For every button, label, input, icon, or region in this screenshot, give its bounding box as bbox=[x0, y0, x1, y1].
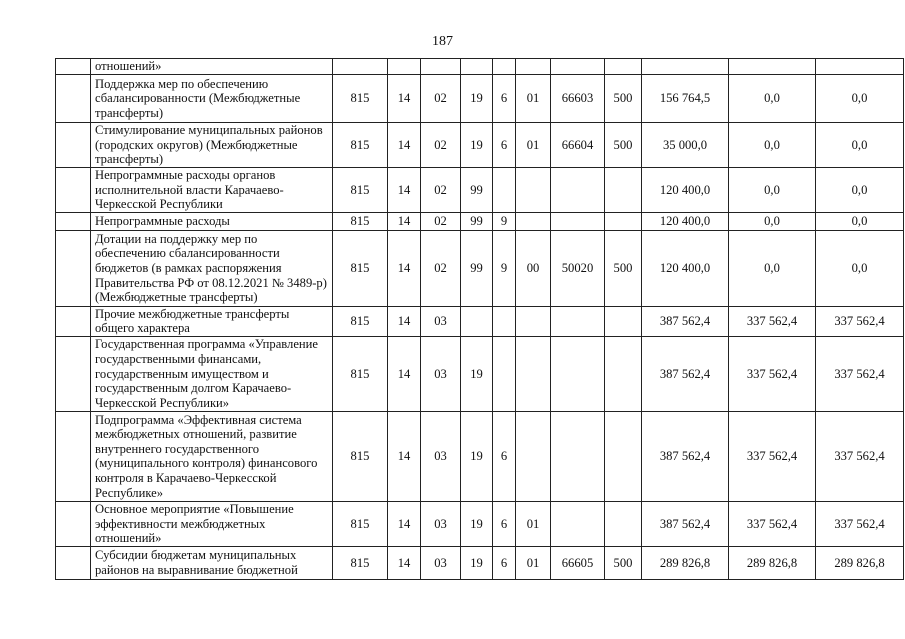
amount-cell: 120 400,0 bbox=[642, 212, 729, 230]
code-cell: 14 bbox=[388, 336, 421, 411]
code-cell: 02 bbox=[421, 230, 461, 306]
code-cell bbox=[516, 212, 551, 230]
page-number: 187 bbox=[432, 34, 453, 49]
amount-cell: 337 562,4 bbox=[816, 306, 904, 336]
code-cell: 14 bbox=[388, 168, 421, 213]
row-number-cell bbox=[56, 411, 91, 501]
code-cell: 03 bbox=[421, 336, 461, 411]
code-cell: 02 bbox=[421, 168, 461, 213]
code-cell: 815 bbox=[333, 230, 388, 306]
amount-cell: 0,0 bbox=[816, 230, 904, 306]
code-cell: 01 bbox=[516, 546, 551, 579]
amount-cell: 35 000,0 bbox=[642, 123, 729, 168]
amount-cell: 0,0 bbox=[729, 230, 816, 306]
code-cell: 9 bbox=[493, 212, 516, 230]
code-cell: 99 bbox=[461, 168, 493, 213]
code-cell bbox=[493, 59, 516, 75]
code-cell: 00 bbox=[516, 230, 551, 306]
code-cell: 500 bbox=[605, 546, 642, 579]
code-cell: 14 bbox=[388, 75, 421, 123]
amount-cell: 0,0 bbox=[816, 123, 904, 168]
code-cell: 6 bbox=[493, 546, 516, 579]
code-cell: 03 bbox=[421, 306, 461, 336]
budget-table bbox=[55, 58, 904, 580]
code-cell bbox=[605, 59, 642, 75]
amount-cell: 387 562,4 bbox=[642, 411, 729, 501]
code-cell bbox=[421, 59, 461, 75]
description-cell: Основное мероприятие «Повышение эффективности межбюджетных отношений» bbox=[91, 501, 333, 546]
code-cell: 815 bbox=[333, 306, 388, 336]
code-cell: 9 bbox=[493, 230, 516, 306]
amount-cell: 0,0 bbox=[816, 212, 904, 230]
amount-cell: 337 562,4 bbox=[816, 336, 904, 411]
code-cell: 19 bbox=[461, 546, 493, 579]
code-cell: 19 bbox=[461, 411, 493, 501]
code-cell: 815 bbox=[333, 123, 388, 168]
code-cell: 19 bbox=[461, 336, 493, 411]
table-row bbox=[56, 59, 904, 75]
code-cell: 6 bbox=[493, 411, 516, 501]
code-cell: 815 bbox=[333, 411, 388, 501]
code-cell: 815 bbox=[333, 546, 388, 579]
code-cell bbox=[493, 336, 516, 411]
amount-cell: 387 562,4 bbox=[642, 501, 729, 546]
code-cell bbox=[605, 336, 642, 411]
code-cell: 815 bbox=[333, 501, 388, 546]
code-cell bbox=[461, 306, 493, 336]
row-number-cell bbox=[56, 336, 91, 411]
code-cell: 01 bbox=[516, 501, 551, 546]
code-cell bbox=[516, 411, 551, 501]
row-number-cell bbox=[56, 59, 91, 75]
code-cell bbox=[493, 306, 516, 336]
code-cell bbox=[333, 59, 388, 75]
description-cell: Субсидии бюджетам муниципальных районов на выравнивание бюджетной bbox=[91, 546, 333, 579]
code-cell bbox=[388, 59, 421, 75]
table-row bbox=[56, 336, 904, 411]
amount-cell bbox=[729, 59, 816, 75]
row-number-cell bbox=[56, 546, 91, 579]
description-cell: Прочие межбюджетные трансферты общего характера bbox=[91, 306, 333, 336]
code-cell bbox=[605, 306, 642, 336]
row-number-cell bbox=[56, 230, 91, 306]
amount-cell: 337 562,4 bbox=[729, 411, 816, 501]
code-cell bbox=[516, 336, 551, 411]
table-row bbox=[56, 230, 904, 306]
code-cell: 14 bbox=[388, 123, 421, 168]
code-cell: 500 bbox=[605, 230, 642, 306]
amount-cell: 0,0 bbox=[729, 123, 816, 168]
description-cell: Государственная программа «Управление государственными финансами, государственным имуществом и государственным долгом Карачаево-Черкесской Республики» bbox=[91, 336, 333, 411]
amount-cell: 289 826,8 bbox=[816, 546, 904, 579]
code-cell bbox=[605, 501, 642, 546]
amount-cell: 289 826,8 bbox=[729, 546, 816, 579]
description-cell: Подпрограмма «Эффективная система межбюджетных отношений, развитие внутреннего государственного (муниципального контроля) финансового контроля в Карачаево-Черкесской Республике» bbox=[91, 411, 333, 501]
amount-cell: 120 400,0 bbox=[642, 168, 729, 213]
code-cell: 14 bbox=[388, 546, 421, 579]
amount-cell: 0,0 bbox=[816, 168, 904, 213]
code-cell: 815 bbox=[333, 212, 388, 230]
code-cell: 815 bbox=[333, 336, 388, 411]
code-cell: 01 bbox=[516, 75, 551, 123]
code-cell bbox=[551, 168, 605, 213]
code-cell: 01 bbox=[516, 123, 551, 168]
row-number-cell bbox=[56, 75, 91, 123]
table-row bbox=[56, 411, 904, 501]
code-cell: 03 bbox=[421, 411, 461, 501]
code-cell: 99 bbox=[461, 212, 493, 230]
code-cell bbox=[605, 411, 642, 501]
code-cell: 14 bbox=[388, 212, 421, 230]
amount-cell: 387 562,4 bbox=[642, 336, 729, 411]
row-number-cell bbox=[56, 212, 91, 230]
table-row bbox=[56, 546, 904, 579]
code-cell bbox=[551, 212, 605, 230]
code-cell: 66605 bbox=[551, 546, 605, 579]
code-cell: 50020 bbox=[551, 230, 605, 306]
code-cell: 02 bbox=[421, 212, 461, 230]
code-cell bbox=[551, 59, 605, 75]
row-number-cell bbox=[56, 306, 91, 336]
code-cell: 02 bbox=[421, 123, 461, 168]
code-cell bbox=[551, 336, 605, 411]
table-row bbox=[56, 501, 904, 546]
code-cell: 14 bbox=[388, 501, 421, 546]
code-cell: 03 bbox=[421, 546, 461, 579]
amount-cell: 337 562,4 bbox=[729, 306, 816, 336]
amount-cell: 337 562,4 bbox=[816, 411, 904, 501]
amount-cell: 337 562,4 bbox=[816, 501, 904, 546]
code-cell: 500 bbox=[605, 123, 642, 168]
code-cell: 99 bbox=[461, 230, 493, 306]
description-cell: Непрограммные расходы органов исполнительной власти Карачаево-Черкесской Республики bbox=[91, 168, 333, 213]
table-row bbox=[56, 75, 904, 123]
code-cell: 6 bbox=[493, 75, 516, 123]
code-cell bbox=[516, 168, 551, 213]
code-cell bbox=[605, 212, 642, 230]
amount-cell: 156 764,5 bbox=[642, 75, 729, 123]
code-cell bbox=[461, 59, 493, 75]
amount-cell: 120 400,0 bbox=[642, 230, 729, 306]
amount-cell: 337 562,4 bbox=[729, 501, 816, 546]
description-cell: Поддержка мер по обеспечению сбалансированности (Межбюджетные трансферты) bbox=[91, 75, 333, 123]
code-cell: 66603 bbox=[551, 75, 605, 123]
code-cell: 14 bbox=[388, 230, 421, 306]
table-row bbox=[56, 168, 904, 213]
code-cell: 19 bbox=[461, 75, 493, 123]
amount-cell: 387 562,4 bbox=[642, 306, 729, 336]
table-row bbox=[56, 123, 904, 168]
amount-cell: 0,0 bbox=[729, 75, 816, 123]
code-cell: 14 bbox=[388, 306, 421, 336]
description-cell: Стимулирование муниципальных районов (городских округов) (Межбюджетные трансферты) bbox=[91, 123, 333, 168]
code-cell bbox=[551, 306, 605, 336]
code-cell: 500 bbox=[605, 75, 642, 123]
code-cell bbox=[516, 306, 551, 336]
code-cell: 6 bbox=[493, 123, 516, 168]
amount-cell: 337 562,4 bbox=[729, 336, 816, 411]
code-cell bbox=[516, 59, 551, 75]
code-cell: 03 bbox=[421, 501, 461, 546]
code-cell bbox=[493, 168, 516, 213]
code-cell: 815 bbox=[333, 75, 388, 123]
description-cell: Непрограммные расходы bbox=[91, 212, 333, 230]
code-cell bbox=[605, 168, 642, 213]
code-cell bbox=[551, 501, 605, 546]
code-cell bbox=[551, 411, 605, 501]
row-number-cell bbox=[56, 501, 91, 546]
amount-cell: 0,0 bbox=[729, 212, 816, 230]
row-number-cell bbox=[56, 168, 91, 213]
table-row bbox=[56, 212, 904, 230]
table-row bbox=[56, 306, 904, 336]
row-number-cell bbox=[56, 123, 91, 168]
code-cell: 19 bbox=[461, 123, 493, 168]
description-cell: отношений» bbox=[91, 59, 333, 75]
amount-cell bbox=[642, 59, 729, 75]
amount-cell: 0,0 bbox=[729, 168, 816, 213]
code-cell: 6 bbox=[493, 501, 516, 546]
amount-cell: 0,0 bbox=[816, 75, 904, 123]
description-cell: Дотации на поддержку мер по обеспечению сбалансированности бюджетов (в рамках распоряжения Правительства РФ от 08.12.2021 № 3489-р) (Межбюджетные трансферты) bbox=[91, 230, 333, 306]
amount-cell bbox=[816, 59, 904, 75]
code-cell: 19 bbox=[461, 501, 493, 546]
code-cell: 66604 bbox=[551, 123, 605, 168]
code-cell: 815 bbox=[333, 168, 388, 213]
code-cell: 14 bbox=[388, 411, 421, 501]
amount-cell: 289 826,8 bbox=[642, 546, 729, 579]
code-cell: 02 bbox=[421, 75, 461, 123]
